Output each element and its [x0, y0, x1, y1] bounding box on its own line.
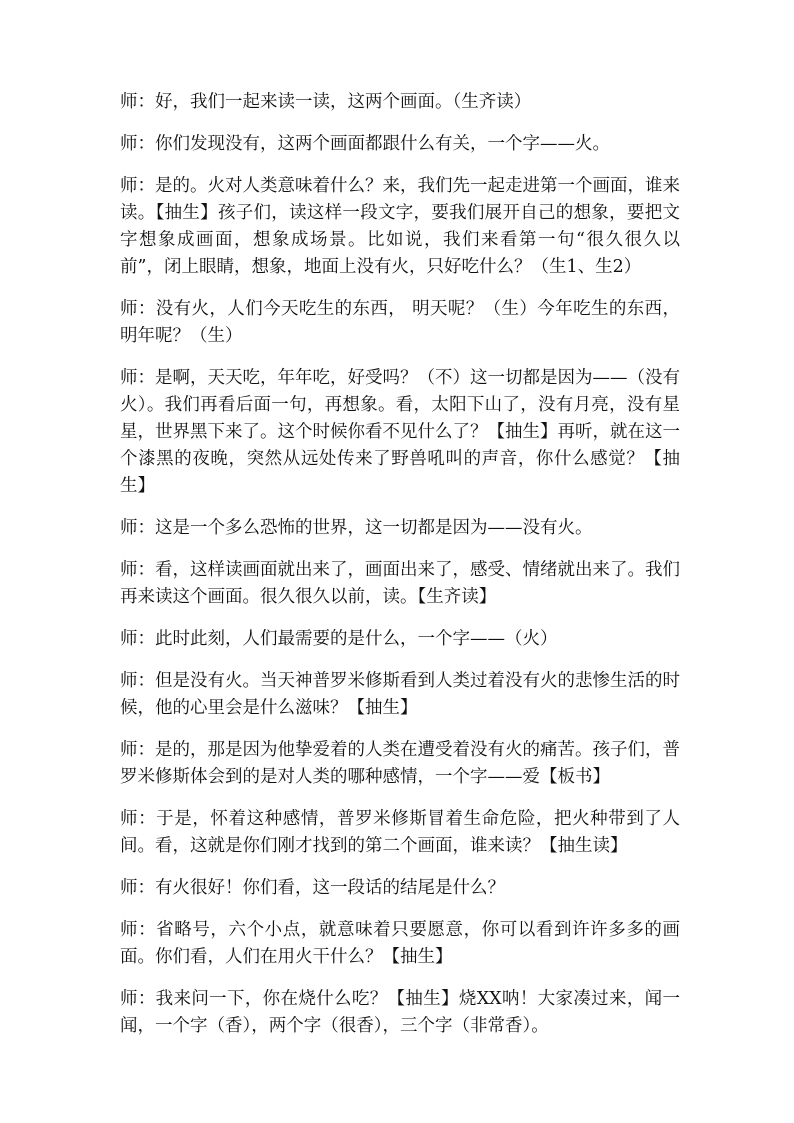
document-page — [120, 89, 680, 1055]
paragraph-14: 师：我来问一下，你在烧什么吃？【抽生】烧XX呐！大家凑过来，闻一闻，一个字（香），两个字（很香），三个字（非常香）。 — [120, 989, 680, 1036]
paragraph-2: 师：你们发现没有，这两个画面都跟什么有关，一个字——火。 — [120, 134, 610, 154]
paragraph-5: 师：是啊，天天吃，年年吃，好受吗？（不）这一切都是因为——（没有火）。我们再看后面一句，再想象。看，太阳下山了，没有月亮，没有星星，世界黑下来了。这个时候你看不见什么了？【抽生】再听，就在这一个漆黑的夜晚，突然从远处传来了野兽吼叫的声音，你什么感觉？【抽生】 — [120, 368, 680, 496]
paragraph-3: 师：是的。火对人类意味着什么？来，我们先一起走进第一个画面，谁来读。【抽生】孩子们，读这样一段文字，要我们展开自己的想象，要把文字想象成画面，想象成场景。比如说，我们来看第一句“很久很久以前”，闭上眼睛，想象，地面上没有火，只好吃什么？（生1、生2） — [120, 176, 680, 277]
paragraph-4: 师：没有火，人们今天吃生的东西， 明天呢？（生）今年吃生的东西，明年呢？（生） — [120, 299, 680, 346]
paragraph-9: 师：但是没有火。当天神普罗米修斯看到人类过着没有火的悲惨生活的时候，他的心里会是什么滋味？【抽生】 — [120, 671, 680, 718]
paragraph-12: 师：有火很好！你们看，这一段话的结尾是什么？ — [120, 878, 505, 898]
paragraph-13: 师：省略号，六个小点，就意味着只要愿意，你可以看到许许多多的画面。你们看，人们在用火干什么？【抽生】 — [120, 920, 680, 967]
paragraph-6: 师：这是一个多么恐怖的世界，这一切都是因为——没有火。 — [120, 518, 593, 538]
paragraph-10: 师：是的，那是因为他挚爱着的人类在遭受着没有火的痛苦。孩子们，普罗米修斯体会到的是对人类的哪种感情，一个字——爱【板书】 — [120, 740, 680, 787]
paragraph-11: 师：于是，怀着这种感情，普罗米修斯冒着生命危险，把火种带到了人间。看，这就是你们刚才找到的第二个画面，谁来读？【抽生读】 — [120, 809, 680, 856]
paragraph-1: 师：好，我们一起来读一读，这两个画面。（生齐读） — [120, 92, 532, 112]
paragraph-7: 师：看，这样读画面就出来了，画面出来了，感受、情绪就出来了。我们再来读这个画面。很久很久以前，读。【生齐读】 — [120, 560, 680, 607]
paragraph-8: 师：此时此刻，人们最需要的是什么，一个字——（火） — [120, 629, 558, 649]
